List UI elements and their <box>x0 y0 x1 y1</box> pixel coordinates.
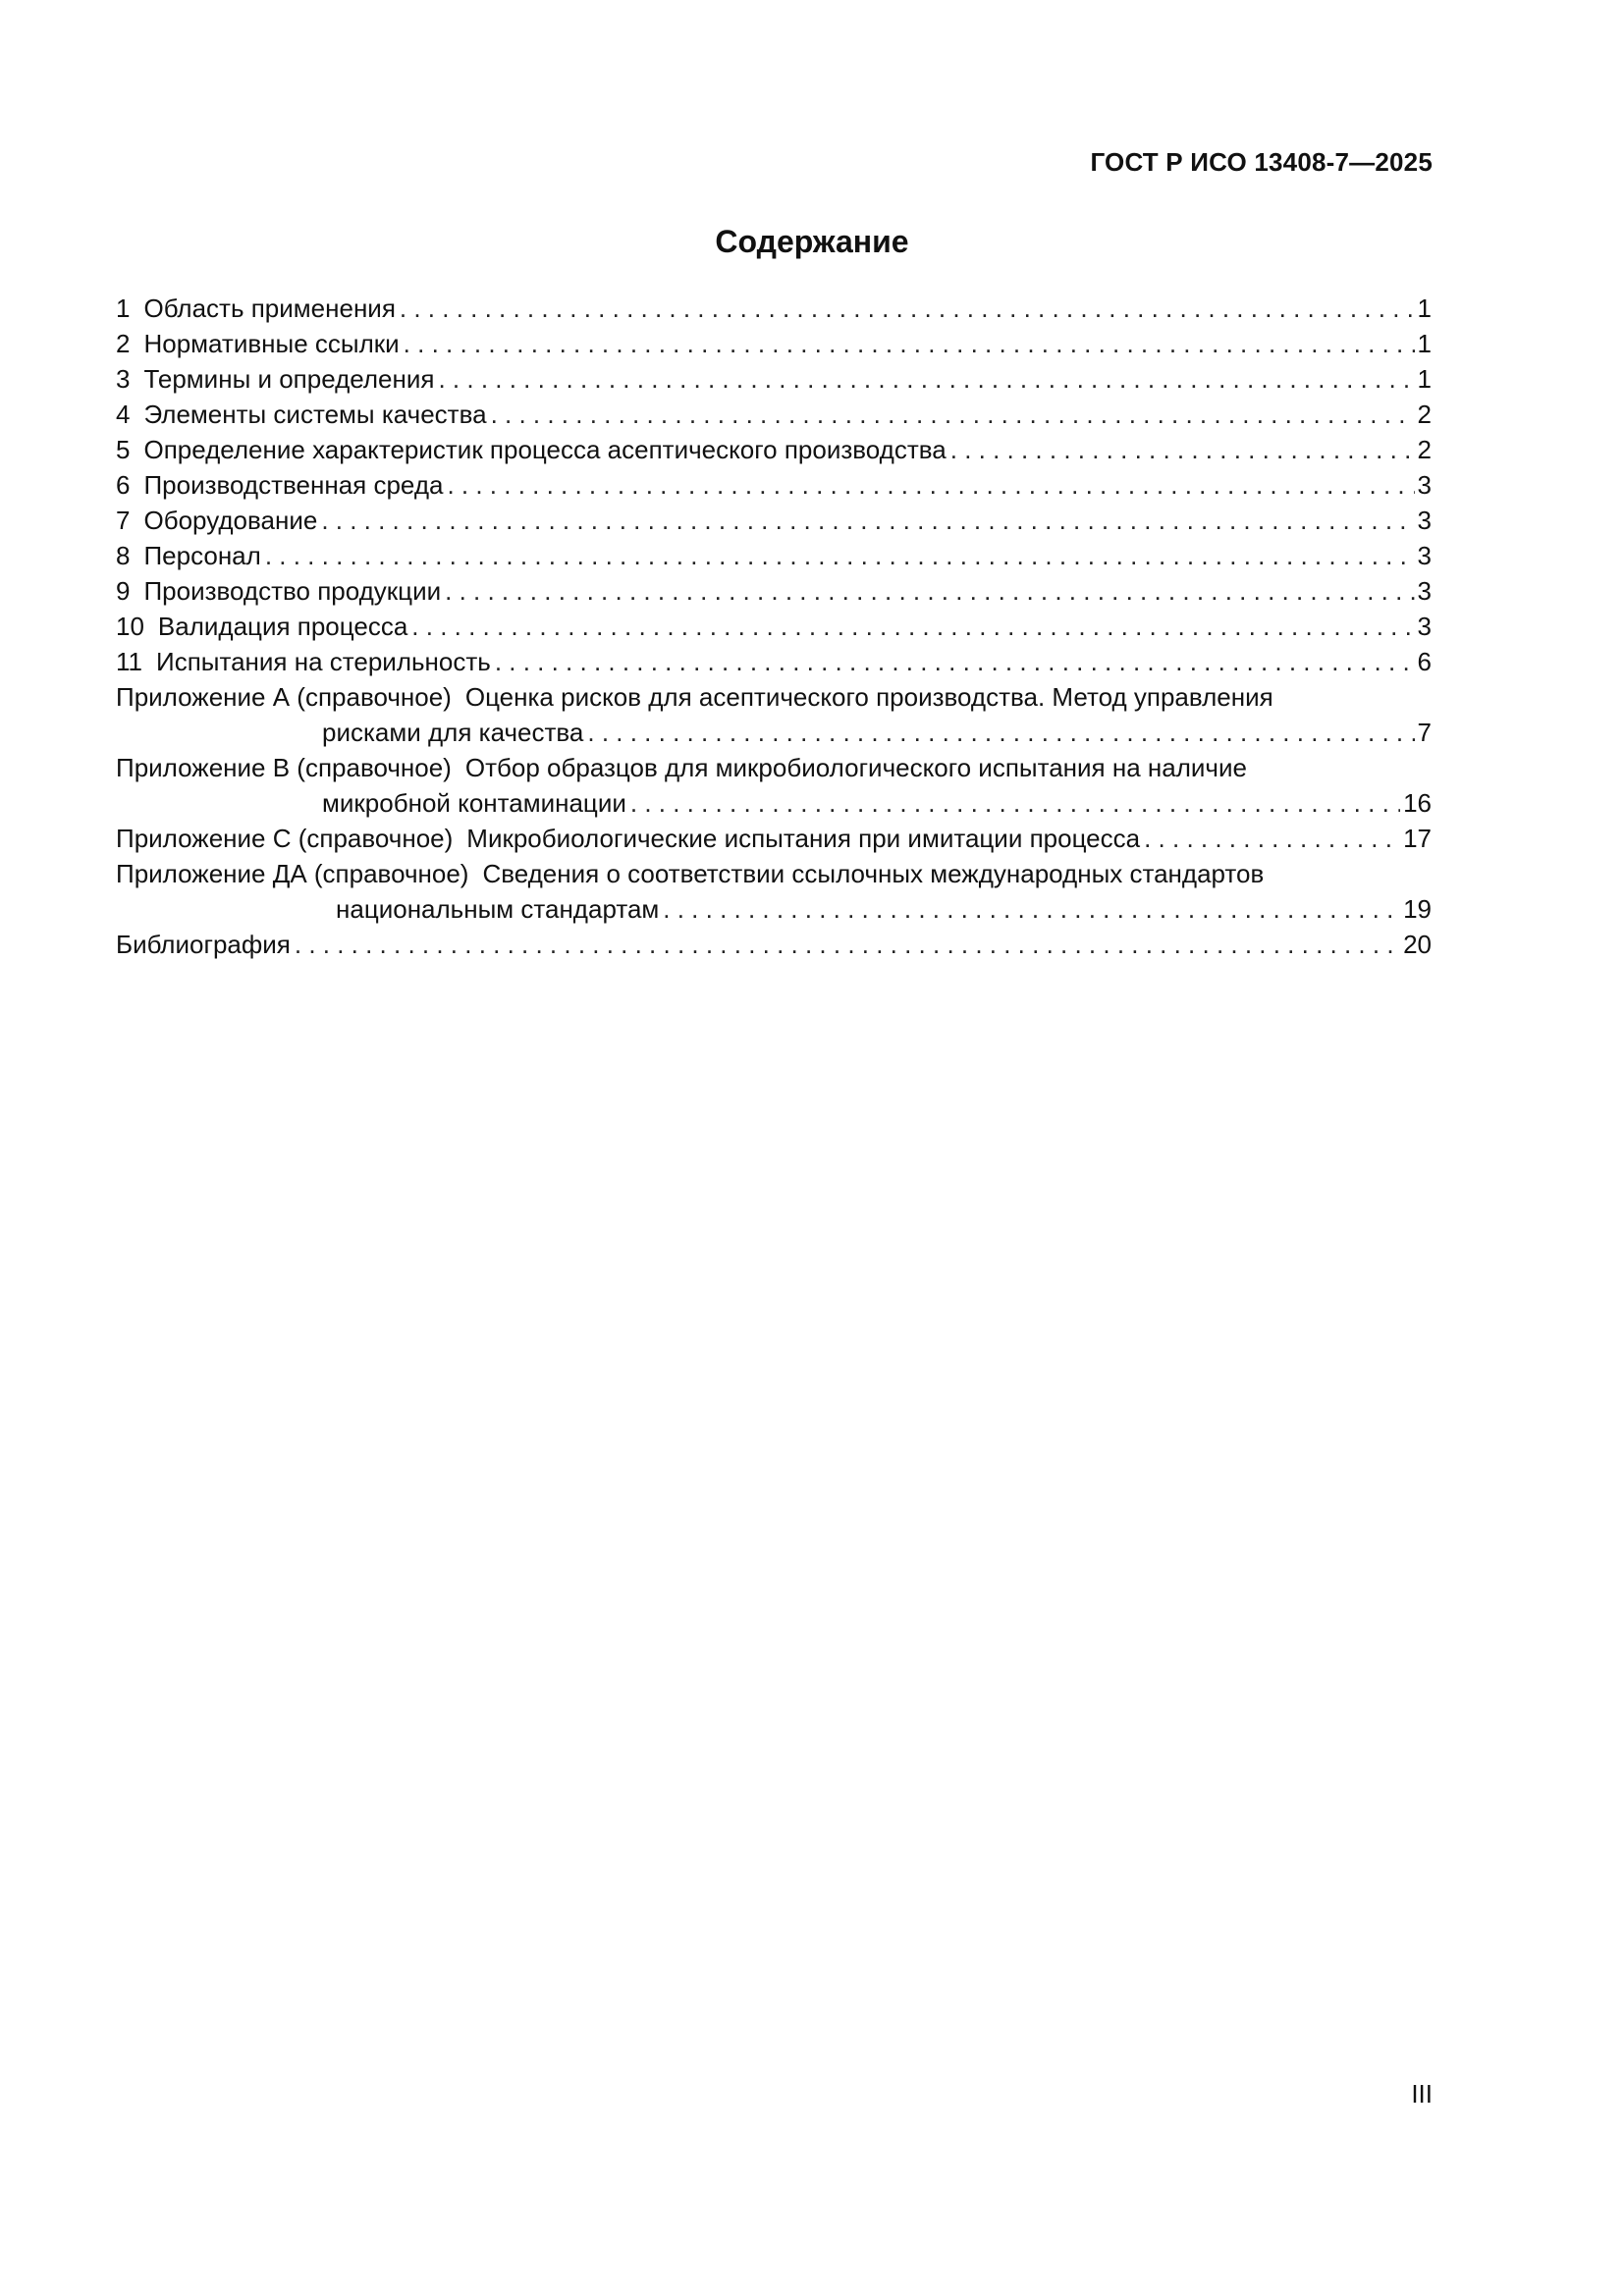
leader-dots <box>630 785 1400 821</box>
toc-entry-page: 2 <box>1417 435 1432 464</box>
toc-entry-page: 1 <box>1417 364 1432 394</box>
document-code: ГОСТ Р ИСО 13408-7—2025 <box>1090 147 1433 177</box>
toc-entry-number: 6 <box>116 470 131 500</box>
toc-entry[interactable] <box>116 644 1432 679</box>
appendix-prefix: Приложение ДА (справочное) <box>116 859 469 888</box>
toc-entry-page: 7 <box>1417 718 1432 747</box>
toc-entry-title: Персонал <box>143 541 261 570</box>
appendix-title-line1: Микробиологические испытания при имитации процесса <box>466 824 1141 853</box>
toc-entry[interactable] <box>116 573 1432 609</box>
appendix-prefix: Приложение В (справочное) <box>116 753 452 782</box>
toc-title: Содержание <box>715 224 909 259</box>
toc-entry-title: Оборудование <box>143 506 318 535</box>
toc-entry-page: 17 <box>1403 824 1432 853</box>
page-number: III <box>1411 2079 1433 2109</box>
toc-entry-number: 7 <box>116 506 131 535</box>
toc-entry-number: 2 <box>116 329 131 358</box>
appendix-title-line2: микробной контаминации <box>322 788 626 818</box>
leader-dots <box>663 891 1400 927</box>
toc-entry[interactable] <box>116 432 1432 467</box>
appendix-title-line1: Отбор образцов для микробиологического испытания на наличие <box>464 753 1247 782</box>
toc-entry-number: 11 <box>116 647 142 676</box>
toc-entry-page: 1 <box>1417 329 1432 358</box>
toc-entry-page: 2 <box>1417 400 1432 429</box>
toc-entry-title: Термины и определения <box>143 364 435 394</box>
toc-entry-number: 8 <box>116 541 131 570</box>
appendix-prefix: Приложение А (справочное) <box>116 682 452 712</box>
leader-dots <box>495 644 1415 679</box>
leader-dots <box>587 715 1414 750</box>
toc-entry-page: 3 <box>1417 541 1432 570</box>
toc-entry-title: Библиография <box>116 930 291 959</box>
leader-dots <box>1144 821 1400 856</box>
leader-dots <box>491 397 1415 432</box>
leader-dots <box>404 326 1415 361</box>
toc-entry-page: 3 <box>1417 470 1432 500</box>
toc-entry-title: Производственная среда <box>143 470 444 500</box>
toc-bibliography-entry[interactable] <box>116 927 1432 962</box>
toc-appendix-entry[interactable] <box>116 750 1432 821</box>
toc-entry-title: Нормативные ссылки <box>143 329 400 358</box>
toc-entry[interactable] <box>116 397 1432 432</box>
appendix-title-line2: национальным стандартам <box>336 894 660 924</box>
leader-dots <box>400 291 1415 326</box>
toc-entry[interactable] <box>116 467 1432 503</box>
toc-entry[interactable] <box>116 503 1432 538</box>
toc-entry-title: Валидация процесса <box>157 612 408 641</box>
table-of-contents <box>116 291 1432 962</box>
toc-entry[interactable] <box>116 609 1432 644</box>
toc-entry-page: 20 <box>1403 930 1432 959</box>
toc-appendix-entry[interactable] <box>116 821 1432 856</box>
toc-entry-title: Элементы системы качества <box>143 400 487 429</box>
leader-dots <box>447 467 1414 503</box>
toc-entry-number: 4 <box>116 400 131 429</box>
appendix-prefix: Приложение С (справочное) <box>116 824 454 853</box>
leader-dots <box>321 503 1414 538</box>
appendix-title-line1: Сведения о соответствии ссылочных международных стандартов <box>482 859 1265 888</box>
toc-appendix-entry[interactable] <box>116 856 1432 927</box>
toc-entry-page: 3 <box>1417 576 1432 606</box>
toc-entry-page: 16 <box>1403 788 1432 818</box>
leader-dots <box>950 432 1415 467</box>
toc-entry-page: 3 <box>1417 506 1432 535</box>
toc-entry-page: 1 <box>1417 294 1432 323</box>
leader-dots <box>445 573 1414 609</box>
leader-dots <box>265 538 1415 573</box>
toc-entry-number: 5 <box>116 435 131 464</box>
toc-entry-title: Область применения <box>143 294 396 323</box>
toc-entry-page: 6 <box>1417 647 1432 676</box>
appendix-title-line1: Оценка рисков для асептического производства. Метод управления <box>464 682 1273 712</box>
toc-entry-title: Производство продукции <box>143 576 442 606</box>
toc-entry-number: 1 <box>116 294 131 323</box>
leader-dots <box>438 361 1414 397</box>
toc-entry[interactable] <box>116 291 1432 326</box>
toc-entry-page: 19 <box>1403 894 1432 924</box>
toc-entry-page: 3 <box>1417 612 1432 641</box>
toc-appendix-entry[interactable] <box>116 679 1432 750</box>
toc-entry[interactable] <box>116 361 1432 397</box>
toc-entry-title: Определение характеристик процесса асептического производства <box>143 435 947 464</box>
leader-dots <box>411 609 1414 644</box>
toc-entry-number: 10 <box>116 612 144 641</box>
toc-entry-number: 3 <box>116 364 131 394</box>
leader-dots <box>295 927 1400 962</box>
toc-entry[interactable] <box>116 326 1432 361</box>
toc-entry[interactable] <box>116 538 1432 573</box>
appendix-title-line2: рисками для качества <box>322 718 584 747</box>
toc-entry-number: 9 <box>116 576 131 606</box>
toc-entry-title: Испытания на стерильность <box>156 647 491 676</box>
